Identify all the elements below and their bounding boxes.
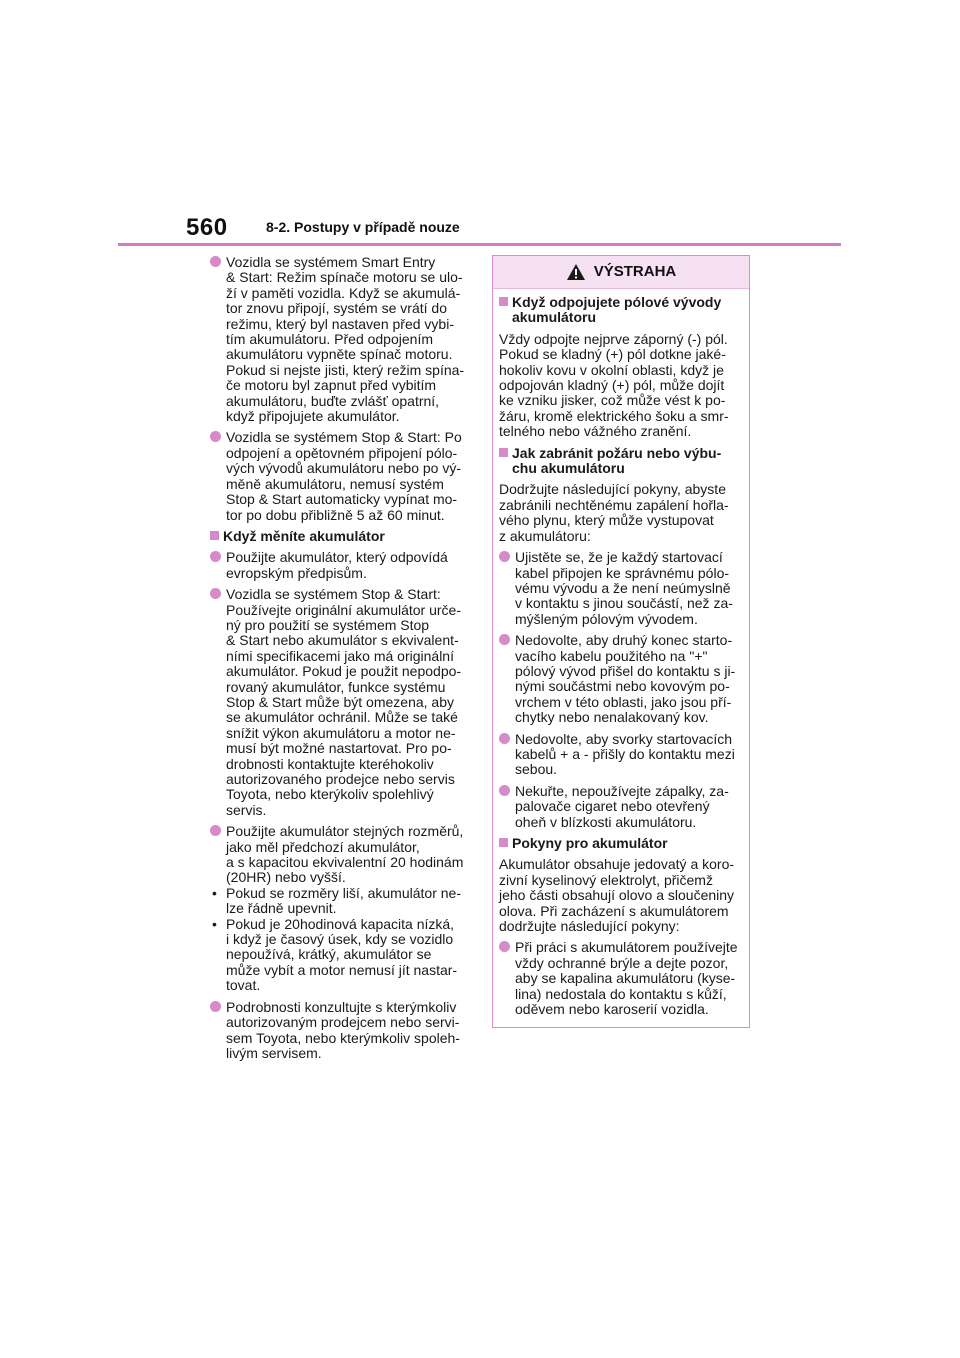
text-line: Pokud se rozměry liší, akumulátor ne- — [226, 884, 461, 901]
text-line: akumulátoru, buďte zvlášť opatrní, — [226, 392, 440, 409]
warning-paragraph — [499, 482, 741, 544]
text-line: odpojován kladný (+) pól, může dojít — [499, 377, 725, 394]
bullet-dot-icon — [210, 256, 221, 267]
text-line: vých vývodů akumulátoru nebo po vý- — [226, 460, 462, 477]
text-line: Vždy odpojte nejprve záporný (-) pól. — [499, 330, 728, 347]
bullet-text — [226, 587, 472, 818]
sub-bullet-mark: • — [212, 884, 217, 901]
bullet-dot-icon — [210, 588, 221, 599]
warning-header — [493, 256, 749, 289]
text-line: akumulátoru — [512, 309, 597, 326]
text-line: drobnosti kontaktujte kteréhokoliv — [226, 755, 434, 772]
bullet-dot-icon — [210, 551, 221, 562]
page-header — [186, 214, 846, 244]
list-item — [210, 1000, 472, 1062]
warning-box — [492, 255, 750, 1028]
text-line: vždy ochranné brýle a dejte pozor, — [515, 954, 729, 971]
text-line: Toyota, nebo kterýkoliv spolehlivý — [226, 786, 434, 803]
text-line: tovat. — [226, 977, 261, 994]
text-line: olova. Při zacházení s akumulátorem — [499, 902, 729, 919]
bullet-dot-icon — [210, 825, 221, 836]
text-line: odpojení a opětovném připojení pólo- — [226, 444, 458, 461]
text-line: & Start: Režim spínače motoru se ulo- — [226, 269, 463, 286]
list-item — [499, 784, 741, 830]
left-column — [210, 255, 472, 1067]
text-line: snížit výkon akumulátoru a motor ne- — [226, 724, 456, 741]
text-line: Vozidla se systémem Smart Entry — [226, 254, 436, 270]
text-line: i když je časový úsek, kdy se vozidlo — [226, 931, 454, 948]
text-line: Stop & Start může být omezena, aby — [226, 693, 455, 710]
text-line: autorizovaného prodejce nebo servis — [226, 771, 455, 787]
warning-paragraph — [499, 857, 741, 934]
square-marker-icon — [499, 448, 508, 457]
text-line: Podrobnosti konzultujte s kterýmkoliv — [226, 998, 457, 1015]
text-line: ží v paměti vozidla. Když se akumulá- — [226, 284, 461, 301]
square-marker-icon — [499, 838, 508, 847]
list-item — [210, 430, 472, 522]
list-item — [210, 550, 472, 581]
text-line: vrchem v této oblasti, jako jsou pří- — [515, 693, 732, 710]
text-line: Pokud je 20hodinová kapacita nízká, — [226, 915, 455, 932]
text-line: akumulátoru vypněte spínač motoru. — [226, 346, 453, 363]
text-line: ke vzniku jisker, což může vést k po- — [499, 392, 726, 409]
warning-triangle-icon — [566, 263, 586, 281]
text-line: tím akumulátoru. Před odpojením — [226, 331, 433, 348]
sub-bullet-text — [226, 917, 472, 994]
text-line: Pokud se kladný (+) pól dotkne jaké- — [499, 346, 726, 363]
sub-bullet-mark: • — [212, 915, 217, 932]
list-item — [210, 587, 472, 818]
text-line: oděvem nebo karoserií vozidla. — [515, 1001, 709, 1018]
warning-paragraph — [499, 332, 741, 440]
warning-heading — [499, 836, 741, 851]
text-line: tor znovu připojí, systém se vrátí do — [226, 300, 447, 317]
bullet-dot-icon — [499, 551, 510, 562]
bullet-text — [226, 255, 472, 424]
text-line: sebou. — [515, 761, 558, 778]
text-line: vého plynu, který může vystupovat — [499, 512, 714, 529]
sub-list-item — [210, 917, 472, 994]
text-line: akumulátor. Pokud je použit nepodpo- — [226, 663, 462, 680]
bullet-dot-icon — [499, 941, 510, 952]
text-line: (20HR) nebo vyšší. — [226, 869, 346, 886]
text-line: & Start nebo akumulátor s ekvivalent- — [226, 632, 459, 649]
text-line: Stop & Start automaticky vypínat mo- — [226, 491, 458, 508]
page-number: 560 — [186, 214, 228, 241]
text-line: když připojujete akumulátor. — [226, 408, 400, 425]
text-line: jako měl předchozí akumulátor, — [226, 838, 420, 855]
text-line: oheň v blízkosti akumulátoru. — [515, 813, 697, 830]
text-line: jeho části obsahují olovo a sloučeniny — [499, 887, 735, 904]
text-line: nepoužívá, krátký, akumulátor se — [226, 946, 432, 963]
text-line: Nedovolte, aby svorky startovacích — [515, 730, 733, 747]
text-line: musí být možné nastartovat. Pro po- — [226, 740, 452, 757]
text-line: če motoru byl zapnut před vybitím — [226, 377, 437, 394]
text-line: lina) nedostala do kontaktu s kůží, — [515, 985, 727, 1002]
bullet-text — [226, 430, 472, 522]
text-line: chytky nebo nenalakovaný kov. — [515, 709, 709, 726]
warning-title: VÝSTRAHA — [593, 263, 677, 281]
square-marker-icon — [499, 297, 508, 306]
text-line: Když odpojujete pólové vývody — [512, 294, 722, 310]
text-line: tor po dobu přibližně 5 až 60 minut. — [226, 506, 445, 523]
text-line: režimu, který byl nastaven před vybi- — [226, 315, 454, 332]
section-heading: Když měníte akumulátor — [210, 529, 472, 544]
text-line: kabelů + a - přišly do kontaktu mezi — [515, 745, 735, 762]
header-rule — [118, 243, 841, 246]
text-line: Pokud si nejste jisti, který režim spína- — [226, 361, 465, 378]
text-line: vacího kabelu použitého na "+" — [515, 647, 708, 664]
text-line: ný pro použití se systémem Stop — [226, 616, 430, 633]
warning-heading — [499, 446, 741, 477]
text-line: Nedovolte, aby druhý konec starto- — [515, 632, 733, 649]
bullet-dot-icon — [499, 785, 510, 796]
text-line: zabránili nechtěnému zapálení hořla- — [499, 496, 729, 513]
list-item — [210, 824, 472, 886]
warning-content — [493, 289, 749, 1017]
bullet-text — [226, 550, 472, 581]
text-line: dodržujte následující pokyny: — [499, 918, 680, 935]
list-item — [210, 255, 472, 424]
warning-heading — [499, 295, 741, 326]
bullet-text — [226, 1000, 472, 1062]
list-item — [499, 940, 741, 1017]
text-line: může vybít a motor nemusí jít nastar- — [226, 961, 458, 978]
text-line: chu akumulátoru — [512, 460, 625, 477]
list-item — [499, 550, 741, 627]
sub-list-item — [210, 886, 472, 917]
text-line: vému vývodu a že není neúmyslně — [515, 579, 731, 596]
text-line: a s kapacitou ekvivalentní 20 hodinám — [226, 854, 464, 871]
text-line: nými součástmi nebo kovovým po- — [515, 678, 730, 695]
text-line: Použijte akumulátor stejných rozměrů, — [226, 823, 464, 840]
text-line: autorizovaným prodejcem nebo servi- — [226, 1014, 460, 1031]
text-line: rovaný akumulátor, funkce systému — [226, 678, 446, 695]
text-line: Vozidla se systémem Stop & Start: Po — [226, 429, 462, 446]
text-line: žáru, kromě elektrického šoku a smr- — [499, 407, 729, 424]
text-line: Pokyny pro akumulátor — [512, 835, 668, 851]
text-line: ními specifikacemi jako má originální — [226, 647, 454, 664]
text-line: se akumulátor ochránil. Může se také — [226, 709, 458, 726]
text-line: livým servisem. — [226, 1044, 322, 1061]
bullet-dot-icon — [499, 634, 510, 645]
text-line: servis. — [226, 801, 267, 818]
text-line: měně akumulátoru, nemusí systém — [226, 475, 444, 492]
text-line: evropským předpisům. — [226, 564, 367, 581]
text-line: mýšleným pólovým vývodem. — [515, 610, 698, 627]
square-marker-icon — [210, 531, 219, 540]
text-line: z akumulátoru: — [499, 527, 591, 544]
text-line: Jak zabránit požáru nebo výbu- — [512, 444, 722, 461]
text-line: palovače cigaret nebo otevřený — [515, 798, 710, 815]
text-line: Dodržujte následující pokyny, abyste — [499, 481, 726, 498]
list-item — [499, 633, 741, 725]
text-line: sem Toyota, nebo kterýmkoliv spoleh- — [226, 1029, 460, 1046]
bullet-dot-icon — [210, 431, 221, 442]
list-item — [499, 732, 741, 778]
text-line: telného nebo vážného zranění. — [499, 423, 692, 440]
text-line: lze řádně upevnit. — [226, 900, 337, 917]
bullet-dot-icon — [499, 733, 510, 744]
text-line: Akumulátor obsahuje jedovatý a koro- — [499, 856, 735, 873]
text-line: Použijte akumulátor, který odpovídá — [226, 549, 448, 566]
bullet-text — [226, 824, 472, 886]
sub-bullet-text — [226, 886, 472, 917]
text-line: Používejte originální akumulátor urče- — [226, 601, 462, 618]
text-line: Vozidla se systémem Stop & Start: — [226, 586, 441, 603]
bullet-dot-icon — [210, 1001, 221, 1012]
text-line: hokoliv kovu v okolní oblasti, když je — [499, 361, 724, 378]
text-line: aby se kapalina akumulátoru (kyse- — [515, 970, 736, 987]
text-line: Při práci s akumulátorem používejte — [515, 939, 738, 956]
text-line: zivní kyselinový elektrolyt, přičemž — [499, 871, 713, 888]
section-title: 8-2. Postupy v případě nouze — [266, 219, 460, 235]
text-line: Ujistěte se, že je každý startovací — [515, 549, 723, 566]
text-line: v kontaktu s jinou součástí, než za- — [515, 595, 733, 612]
text-line: kabel připojen ke správnému pólo- — [515, 564, 730, 581]
right-column — [492, 255, 750, 1028]
text-line: Nekuřte, nepoužívejte zápalky, za- — [515, 782, 729, 799]
text-line: pólový vývod přišel do kontaktu s ji- — [515, 662, 736, 679]
